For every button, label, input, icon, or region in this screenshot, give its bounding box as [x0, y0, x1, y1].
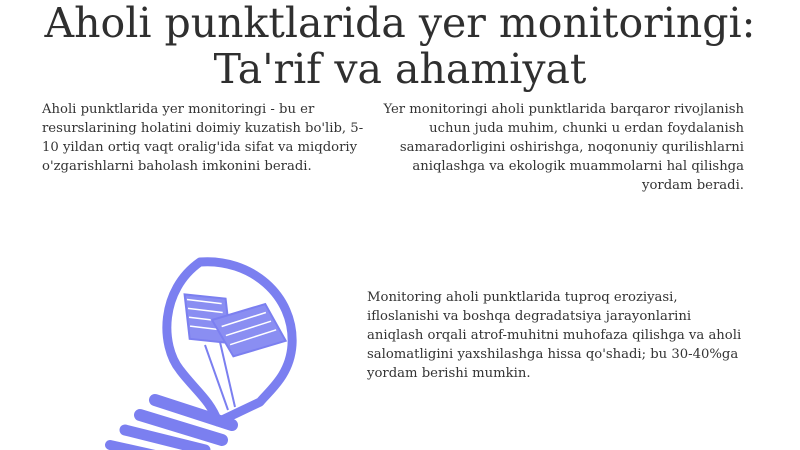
paragraph-definition: Aholi punktlarida yer monitoringi - bu er resurslarining holatini doimiy kuzatish bo'lib, 5-10 yildan ortiq vaqt oralig'ida sifat va miqdoriy o'zgarishlarni baholash imkonini beradi.: [42, 102, 364, 174]
title-line-2: Ta'rif va ahamiyat: [213, 45, 587, 93]
title-line-1: Aholi punktlarida yer monitoringi:: [44, 0, 756, 47]
lightbulb-book-icon: [100, 250, 310, 450]
page-title: [0, 0, 800, 92]
paragraph-importance: Yer monitoringi aholi punktlarida barqaror rivojlanish uchun juda muhim, chunki u erdan foydalanish samaradorligini oshirishga, noqonuniy qurilishlarni aniqlashga va ekologik muammolarni hal qilishga yordam beradi.: [383, 102, 744, 193]
paragraph-environment: Monitoring aholi punktlarida tuproq eroziyasi, ifloslanishi va boshqa degradatsiya jarayonlarini aniqlash orqali atrof-muhitni muhofaza qilishga va aholi salomatligini yaxshilashga hissa qo'shadi; bu 30-40%ga yordam berishi mumkin.: [367, 290, 742, 381]
